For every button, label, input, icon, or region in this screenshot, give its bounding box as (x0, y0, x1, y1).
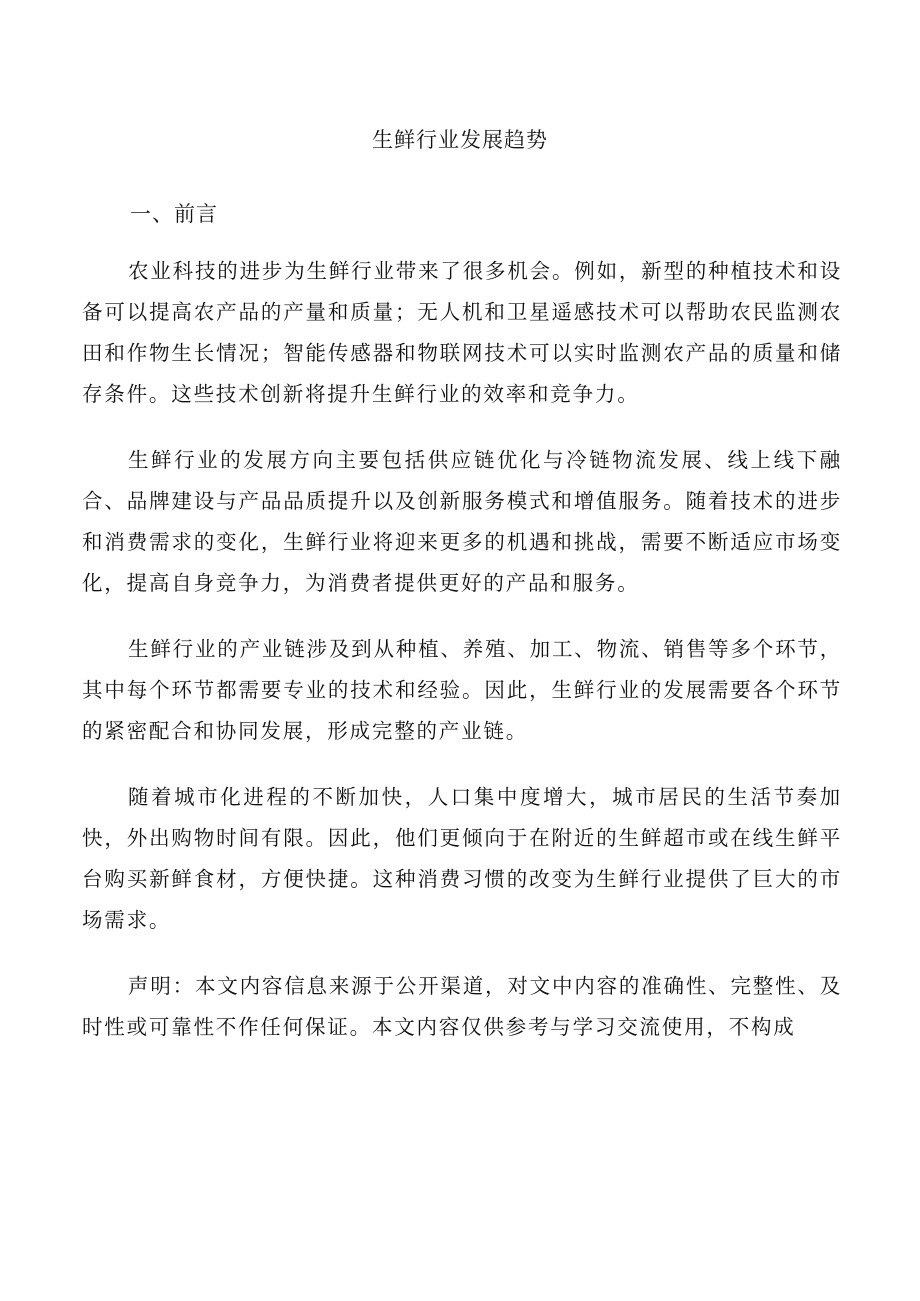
section-heading: 一、前言 (130, 202, 218, 226)
paragraph-industry-chain: 生鲜行业的产业链涉及到从种植、养殖、加工、物流、销售等多个环节，其中每个环节都需要专业的技术和经验。因此，生鲜行业的发展需要各个环节的紧密配合和协同发展，形成完整的产业链。 (82, 637, 842, 743)
paragraph-agri-tech: 农业科技的进步为生鲜行业带来了很多机会。例如，新型的种植技术和设备可以提高农产品的产量和质量；无人机和卫星遥感技术可以帮助农民监测农田和作物生长情况；智能传感器和物联网技术可以实时监测农产品的质量和储存条件。这些技术创新将提升生鲜行业的效率和竞争力。 (82, 259, 842, 406)
paragraph-development-direction: 生鲜行业的发展方向主要包括供应链优化与冷链物流发展、线上线下融合、品牌建设与产品品质提升以及创新服务模式和增值服务。随着技术的进步和消费需求的变化，生鲜行业将迎来更多的机遇和挑战，需要不断适应市场变化，提高自身竞争力，为消费者提供更好的产品和服务。 (82, 448, 842, 595)
document-body (82, 251, 842, 1073)
paragraph-disclaimer: 声明：本文内容信息来源于公开渠道，对文中内容的准确性、完整性、及时性或可靠性不作任何保证。本文内容仅供参考与学习交流使用，不构成 (82, 974, 842, 1039)
document-title: 生鲜行业发展趋势 (372, 128, 548, 152)
paragraph-urbanization: 随着城市化进程的不断加快，人口集中度增大，城市居民的生活节奏加快，外出购物时间有限。因此，他们更倾向于在附近的生鲜超市或在线生鲜平台购买新鲜食材，方便快捷。这种消费习惯的改变为生鲜行业提供了巨大的市场需求。 (82, 785, 842, 932)
